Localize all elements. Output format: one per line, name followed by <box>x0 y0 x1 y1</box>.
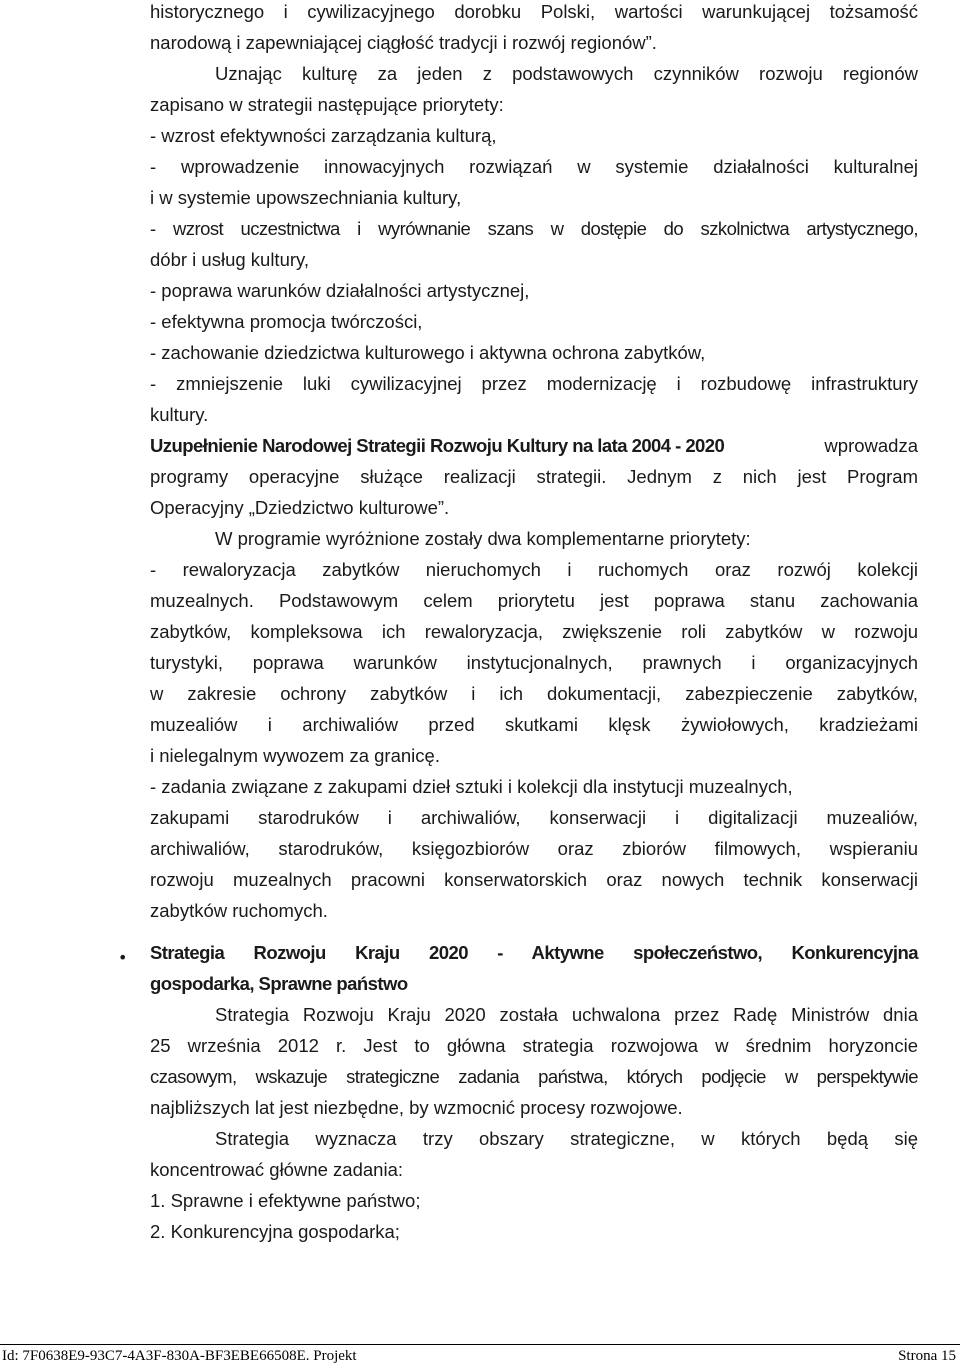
text-line: zapisano w strategii następujące priorytety: <box>150 94 504 115</box>
list-item: 1. Sprawne i efektywne państwo; <box>150 1190 421 1211</box>
footer-page-number: Strona 15 <box>898 1348 956 1364</box>
text-line: - poprawa warunków działalności artystycznej, <box>150 280 530 301</box>
text-line: koncentrować główne zadania: <box>150 1159 403 1180</box>
text-line: W programie wyróżnione zostały dwa komplementarne priorytety: <box>215 528 751 549</box>
text-line: Operacyjny „Dziedzictwo kulturowe”. <box>150 497 450 518</box>
text-line: - wzrost uczestnictwa i wyrównanie szans w dostępie do szkolnictwa artystycznego, <box>150 218 918 239</box>
text-line: zakupami starodruków i archiwaliów, konserwacji i digitalizacji muzealiów, <box>150 807 918 828</box>
footer-document-id: Id: 7F0638E9-93C7-4A3F-830A-BF3EBE66508E. Projekt <box>2 1348 357 1364</box>
text-line: historycznego i cywilizacyjnego dorobku Polski, wartości warunkującej tożsamość <box>150 1 918 22</box>
text-line: - wzrost efektywności zarządzania kulturą, <box>150 125 497 146</box>
text-line: - zadania związane z zakupami dzieł sztuki i kolekcji dla instytucji muzealnych, <box>150 776 793 797</box>
text-line: zabytków ruchomych. <box>150 900 328 921</box>
text-line: - wprowadzenie innowacyjnych rozwiązań w systemie działalności kulturalnej <box>150 156 918 177</box>
text-fragment: wprowadza <box>824 435 918 456</box>
text-line: najbliższych lat jest niezbędne, by wzmocnić procesy rozwojowe. <box>150 1097 683 1118</box>
text-line: - rewaloryzacja zabytków nieruchomych i ruchomych oraz rozwój kolekcji <box>150 559 918 580</box>
text-line: 25 września 2012 r. Jest to główna strategia rozwojowa w średnim horyzoncie <box>150 1035 918 1056</box>
footer-divider <box>0 1344 960 1345</box>
text-line: rozwoju muzealnych pracowni konserwatorskich oraz nowych technik konserwacji <box>150 869 918 890</box>
text-line: Uznając kulturę za jeden z podstawowych czynników rozwoju regionów <box>215 63 918 84</box>
text-line: czasowym, wskazuje strategiczne zadania państwa, których podjęcie w perspektywie <box>150 1066 918 1087</box>
strategy-title: Uzupełnienie Narodowej Strategii Rozwoju Kultury na lata 2004 - 2020 <box>150 435 725 456</box>
text-line: i nielegalnym wywozem za granicę. <box>150 745 440 766</box>
text-line: programy operacyjne służące realizacji strategii. Jednym z nich jest Program <box>150 466 918 487</box>
text-line: Strategia wyznacza trzy obszary strategiczne, w których będą się <box>215 1128 918 1149</box>
text-line: - zachowanie dziedzictwa kulturowego i aktywna ochrona zabytków, <box>150 342 706 363</box>
text-line: turystyki, poprawa warunków instytucjonalnych, prawnych i organizacyjnych <box>150 652 918 673</box>
text-line: dóbr i usług kultury, <box>150 249 310 270</box>
bullet-icon: • <box>118 948 128 967</box>
text-line: muzealnych. Podstawowym celem priorytetu jest poprawa stanu zachowania <box>150 590 918 611</box>
text-line: narodową i zapewniającej ciągłość tradycji i rozwój regionów”. <box>150 32 657 53</box>
text-line <box>150 435 918 457</box>
text-line: zabytków, kompleksowa ich rewaloryzacja, zwiększenie roli zabytków w rozwoju <box>150 621 918 642</box>
text-line: - zmniejszenie luki cywilizacyjnej przez modernizację i rozbudowę infrastruktury <box>150 373 918 394</box>
section-heading: gospodarka, Sprawne państwo <box>150 973 408 994</box>
text-line: w zakresie ochrony zabytków i ich dokumentacji, zabezpieczenie zabytków, <box>150 683 918 704</box>
section-heading: Strategia Rozwoju Kraju 2020 - Aktywne społeczeństwo, Konkurencyjna <box>150 942 918 963</box>
text-line: - efektywna promocja twórczości, <box>150 311 423 332</box>
text-line: i w systemie upowszechniania kultury, <box>150 187 462 208</box>
list-item: 2. Konkurencyjna gospodarka; <box>150 1221 400 1242</box>
text-line: muzealiów i archiwaliów przed skutkami klęsk żywiołowych, kradzieżami <box>150 714 918 735</box>
text-line: kultury. <box>150 404 209 425</box>
text-line: archiwaliów, starodruków, księgozbiorów oraz zbiorów filmowych, wspieraniu <box>150 838 918 859</box>
text-line: Strategia Rozwoju Kraju 2020 została uchwalona przez Radę Ministrów dnia <box>215 1004 918 1025</box>
